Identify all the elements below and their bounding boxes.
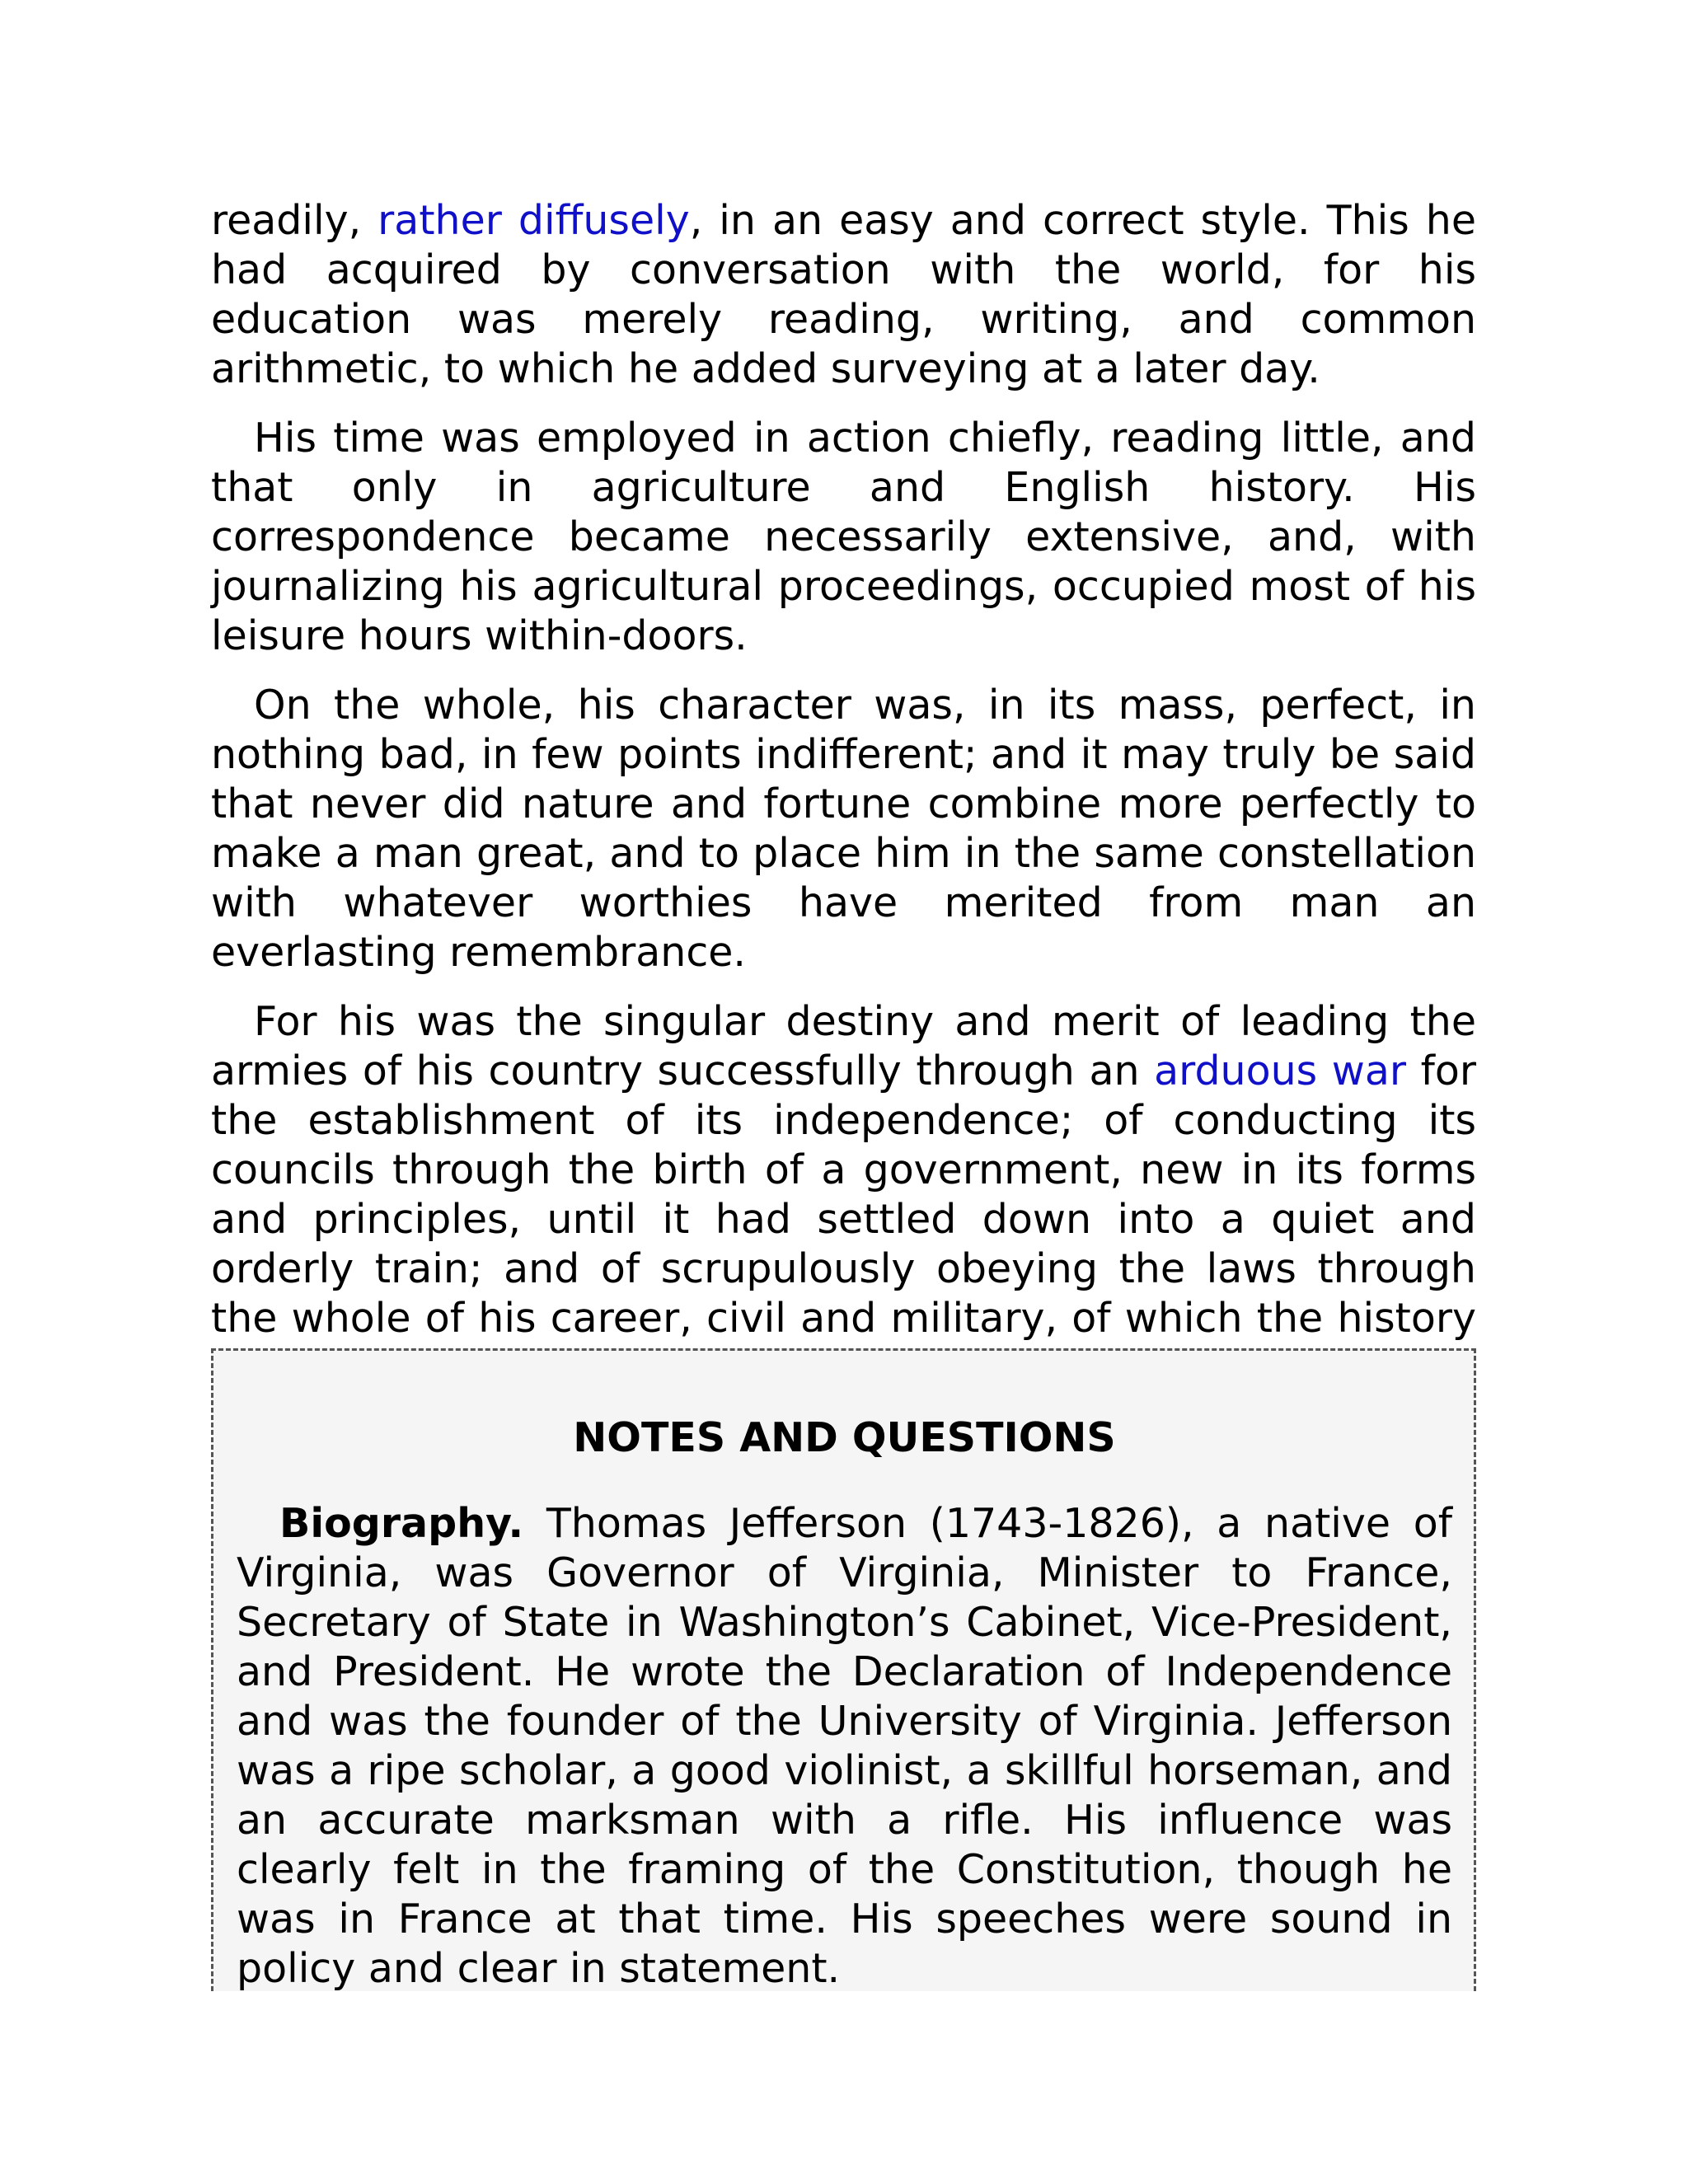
page-body [211, 196, 1476, 1413]
paragraph-4-start: For his was the singular destiny and merit of leading the armies of his country successfully through an [211, 998, 1476, 1094]
paragraph-2: His time was employed in action chiefly, reading little, and that only in agriculture and English history. His correspondence became necessarily extensive, and, with journalizing his agricultural proceedings, occupied most of his leisure hours within-doors. [211, 415, 1476, 659]
notes-biography-paragraph [237, 1499, 1452, 1994]
paragraph-1-start: readily, [211, 197, 378, 244]
link-arduous-war[interactable]: arduous war [1154, 1047, 1407, 1094]
notes-biography-text: Thomas Jefferson (1743-1826), a native of Virginia, was Governor of Virginia, Minister to France, Secretary of State in Washington’s Cabinet, Vice-President, and President. He wrote the Declaration of Independence and was the founder of the University of Virginia. Jefferson was a ripe scholar, a good violinist, a skillful horseman, and an accurate marksman with a rifle. His influence was clearly felt in the framing of the Constitution, though he was in France at that time. His speeches were sound in policy and clear in statement. [237, 1500, 1452, 1992]
paragraph-1-end: , in an easy and correct style. This he had acquired by conversation with the world, for his education was merely reading, writing, and common arithmetic, to which he added surveying at a later day. [211, 197, 1476, 392]
notes-box [211, 1348, 1476, 1991]
paragraph-4-end: for the establishment of its independence; of conducting its councils through the birth of a government, new in its forms and principles, until it had settled down into a quiet and orderly train; and of scrupulously obeying the laws through the whole of his career, civil and military, of which the history [211, 1047, 1477, 1342]
paragraph-3: On the whole, his character was, in its mass, perfect, in nothing bad, in few points indifferent; and it may truly be said that never did nature and fortune combine more perfectly to make a man great, and to place him in the same constellation with whatever worthies have merited from man an everlasting remembrance. [211, 682, 1476, 976]
paragraph-4 [211, 997, 1476, 1393]
paragraph-1 [211, 196, 1476, 394]
notes-biography-label: Biography. [279, 1500, 524, 1547]
notes-title: NOTES AND QUESTIONS [573, 1414, 1116, 1461]
link-rather-diffusely[interactable]: rather diffusely [377, 197, 690, 244]
